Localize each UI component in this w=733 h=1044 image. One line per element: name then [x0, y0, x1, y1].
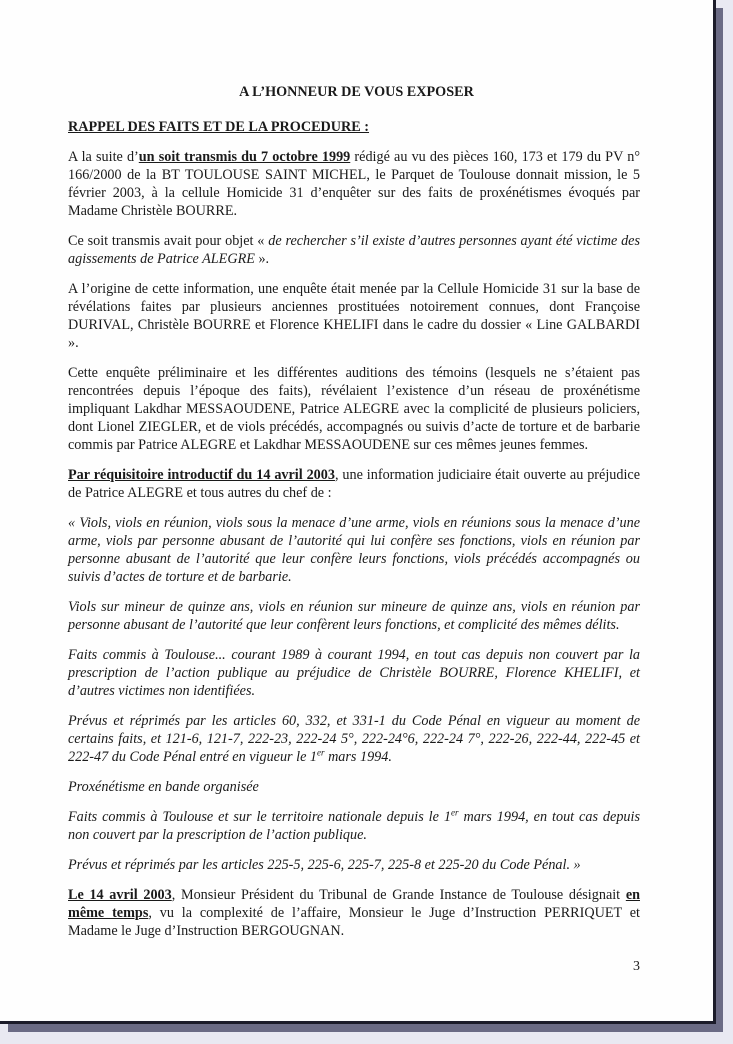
- quote: « Viols, viols en réunion, viols sous la menace d’une arme, viols en réunions sous la menace d’une arme, viols par personne abusant de l’autorité qui lui confère ses fonctions, viols en réunion par personne abusant de l’autorité que leur confère leurs fonctions, viols précédés accompagnés ou suivis d’actes de torture et de barbarie.: [68, 515, 640, 585]
- text: Ce soit transmis avait pour objet «: [68, 233, 269, 249]
- quote-charges-1: [68, 514, 640, 586]
- paragraph-requisitoire: [68, 466, 640, 502]
- page-number: 3: [633, 959, 640, 974]
- text: Faits commis à Toulouse et sur le territoire nationale depuis le 1: [68, 809, 451, 825]
- document-title: A L’HONNEUR DE VOUS EXPOSER: [239, 84, 474, 100]
- text: mars 1994.: [324, 749, 392, 765]
- text: ».: [254, 251, 270, 267]
- paragraph-designation: [68, 886, 640, 940]
- paragraph-origine: A l’origine de cette information, une enquête était menée par la Cellule Homicide 31 sur la base de révélations faites par plusieurs anciennes prostituées notoirement connues, dont Françoise DURIVAL, Christèle BOURRE et Florence KHELIFI dans le cadre du dossier « Line GALBARDI ».: [68, 281, 640, 351]
- section-heading: RAPPEL DES FAITS ET DE LA PROCEDURE :: [68, 119, 370, 135]
- quote-articles-1: [68, 712, 640, 766]
- text: mars 1994, en tout cas depuis non couvert par la prescription de l’action publique.: [68, 809, 640, 843]
- emphasis: en même temps: [68, 887, 640, 921]
- text: rédigé au vu des pièces 160, 173 et 179 du PV n° 166/2000 de la BT TOULOUSE SAINT MICHEL, le Parquet de Toulouse donnait mission, le 5 février 2003, à la cellule Homicide 31 d’enquêter sur des faits de proxénétismes évoqués par Madame Christèle BOURRE.: [68, 149, 640, 219]
- quote: de rechercher s’il existe d’autres personnes ayant été victime des agissements de Patrice ALEGRE: [68, 233, 640, 267]
- quote-proxenetisme: [68, 778, 640, 796]
- text: A la suite d’: [68, 149, 139, 165]
- paragraph-enquete: Cette enquête préliminaire et les différentes auditions des témoins (lesquels ne s’étaient pas rencontrées depuis l’époque des faits), révélaient l’existence d’un réseau de proxénétisme impliquant Lakdhar MESSAOUDENE, Patrice ALEGRE avec la complicité de plusieurs policiers, dont Lionel ZIEGLER, et de viols précédés, accompagnés ou suivis d’acte de torture et de barbarie commis par Patrice ALEGRE et Lakdhar MESSAOUDENE sur ces mêmes jeunes femmes.: [68, 365, 640, 453]
- quote-articles-2: [68, 856, 640, 874]
- quote: Viols sur mineur de quinze ans, viols en réunion sur mineure de quinze ans, viols en réunion par personne abusant de l’autorité que leur confèrent leurs fonctions, et complicité des mêmes délits.: [68, 599, 640, 633]
- paragraph-objet: [68, 232, 640, 268]
- text: , vu la complexité de l’affaire, Monsieur le Juge d’Instruction PERRIQUET et Madame le Juge d’Instruction BERGOUGNAN.: [68, 905, 640, 939]
- emphasis: un soit transmis du 7 octobre 1999: [138, 149, 351, 165]
- text: , une information judiciaire était ouverte au préjudice de Patrice ALEGRE et tous autres du chef de :: [68, 467, 640, 501]
- text: , Monsieur Président du Tribunal de Grande Instance de Toulouse désignait: [171, 887, 626, 903]
- quote: Proxénétisme en bande organisée: [68, 779, 259, 795]
- emphasis: Par réquisitoire introductif du 14 avril 2003: [68, 467, 335, 483]
- quote: Faits commis à Toulouse... courant 1989 à courant 1994, en tout cas depuis non couvert par la prescription de l’action publique au préjudice de Christèle BOURRE, Florence KHELIFI, et d’autres victimes non identifiées.: [68, 647, 640, 699]
- document-body: [68, 118, 640, 952]
- emphasis: Le 14 avril 2003: [68, 887, 172, 903]
- text: Prévus et réprimés par les articles 60, 332, et 331-1 du Code Pénal en vigueur au moment de certains faits, et 121-6, 121-7, 222-23, 222-24 5°, 222-24°6, 222-24 7°, 222-26, 222-44, 222-45 et 222-47 du Code Pénal entré en vigueur le 1: [68, 713, 640, 765]
- paragraph-soit-transmis: [68, 148, 640, 220]
- superscript: er: [450, 807, 459, 818]
- quote-charges-3: [68, 646, 640, 700]
- quote-faits-territoire: [68, 808, 640, 844]
- quote: Prévus et réprimés par les articles 225-5, 225-6, 225-7, 225-8 et 225-20 du Code Pénal. »: [68, 857, 581, 873]
- quote-charges-2: [68, 598, 640, 634]
- superscript: er: [317, 747, 325, 758]
